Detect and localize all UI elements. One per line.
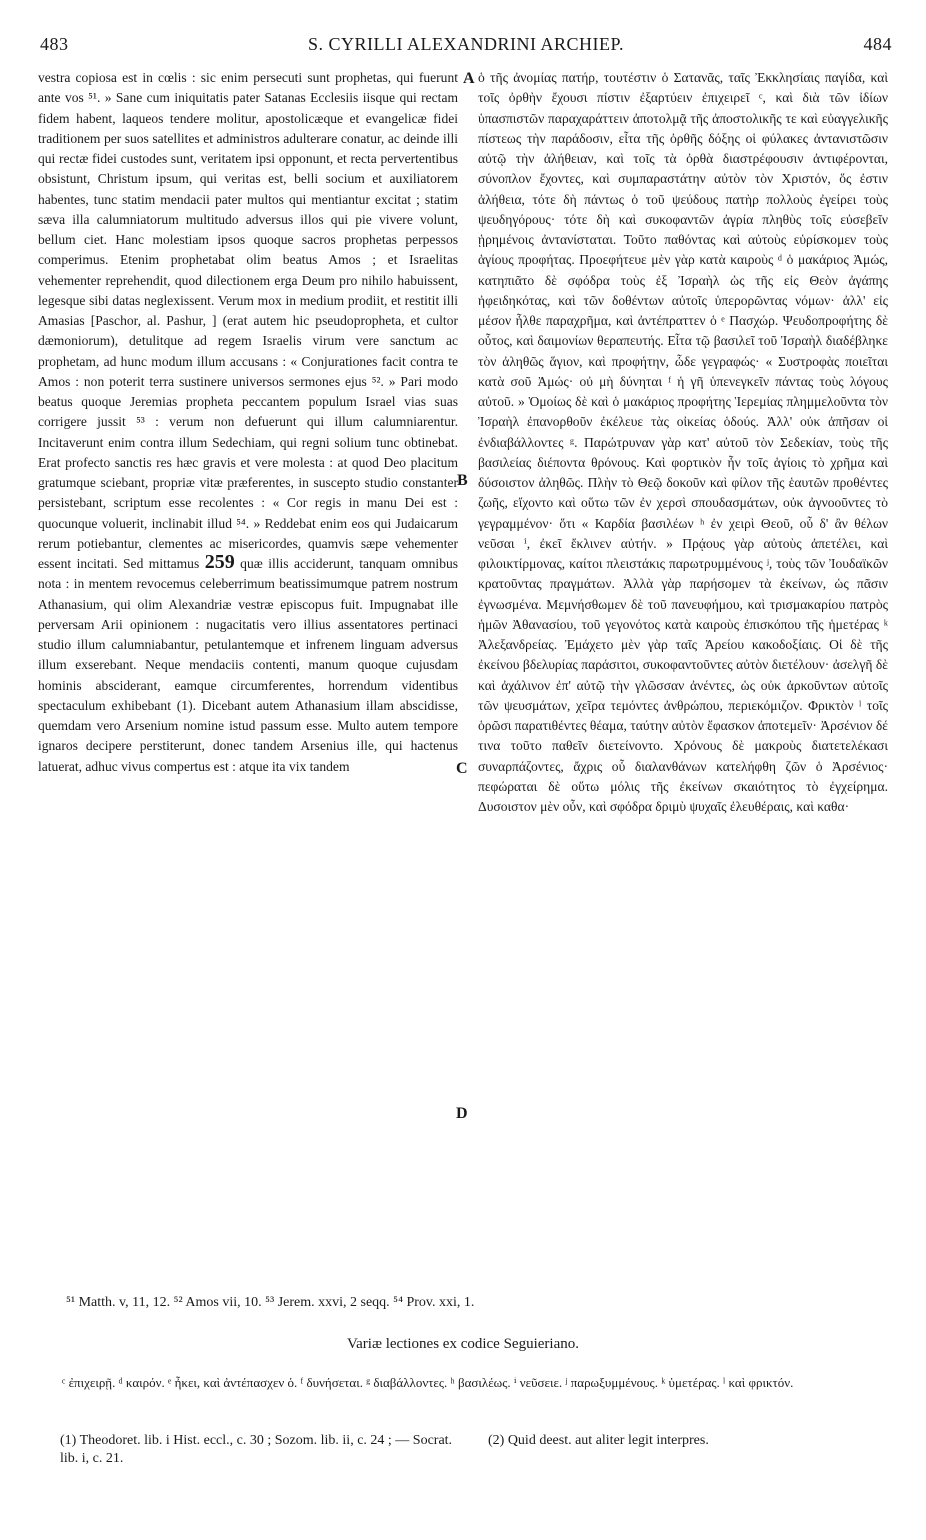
migne-page-marker: 259: [204, 551, 235, 573]
scripture-references: ⁵¹ Matth. v, 11, 12. ⁵² Amos vii, 10. ⁵³ Jerem. xxvi, 2 seqq. ⁵⁴ Prov. xxi, 1.: [66, 1295, 475, 1310]
variant-readings: ᶜ ἐπιχειρῇ. ᵈ καιρόν. ᵉ ἦκει, καὶ ἀντέπασχεν ὁ. ᶠ δυνήσεται. ᵍ διαβάλλοντες. ʰ βασιλέως. ⁱ νεῦσειε. ʲ παρωξυμμένους. ᵏ ὑμετέρας. ˡ καὶ φρικτόν.: [62, 1375, 794, 1390]
greek-column: [478, 68, 888, 817]
latin-text: [38, 68, 458, 777]
footnote-2: (2) Quid deest. aut aliter legit interpres.: [488, 1433, 709, 1448]
variant-readings-heading: Variæ lectiones ex codice Seguieriano.: [346, 1336, 579, 1352]
margin-letter-b: B: [457, 472, 468, 489]
footnote-1: (1) Theodoret. lib. i Hist. eccl., c. 30 ; Sozom. lib. ii, c. 24 ; — Socrat. lib. i, c. 21.: [60, 1433, 453, 1466]
running-title: S. CYRILLI ALEXANDRINI ARCHIEP.: [307, 34, 624, 54]
margin-letter-d: D: [456, 1105, 468, 1122]
latin-text-part-1: vestra copiosa est in cœlis : sic enim persecuti sunt prophetas, qui fuerunt ante vos ⁵¹. » Sane cum iniquitatis pater Satanas Ecclesiis iisque qui rectam fidem habent, laqueos tendere molitur, apostolicæque et evangelicæ fidei traditionem per suos satellites et administros adulterare conatur, ac deinde illi qui rectæ fidei custodes sunt, veritatem ipsi opponunt, et recta pervertentibus obsistunt, Christum ipsum, qui veritas est, belli socium et auxiliatorem habentes, tunc statim mendacii pater multos qui mentiantur excitat ; statim sæva illa calumniatorum multitudo adversus illos qui pie vivere volunt, bellum ciet. Hanc molestiam ipsos quoque sacros prophetas perpessos comperimus. Etenim prophetabat olim beatus Amos ; et Israelitas vehementer reprehendit, quod dilectionem erga Deum pro nihilo habuissent, legesque sibi datas neglexissent. Verum mox in medium prodiit, et restitit illi Amasias [Paschor, al. Pashur, ] (erat autem hic pseudopropheta, et cultor dæmoniorum), detulitque ad regem Israelis virum vere sanctum ac prophetam, ad hunc modum illum accusans : « Conjurationes facit contra te Amos : non poterit terra sustinere universos sermones ejus ⁵². » Pari modo beatus quoque Jeremias propheta peccantem populum Israel vias suas corrigere jussit ⁵³ : verum non defuerunt qui illum calumniarentur. Incitaverunt enim contra illum Sedechiam, qui regni solium tunc obtinebat. Erat profecto sanctis res hæc gravis et vere molesta : at quod Deo placitum gratumque sciebant, propriæ vitæ præferentes, in suscepto studio constanter persistebant, scriptum esse recolentes : « Cor regis in manu Dei est : quocunque voluerit, inclinabit illud ⁵⁴. » Reddebat enim eos qui Judaicarum rerum potiebantur, clementes ac misericordes, quamvis sæpe vehementer essent incitati. Sed mittamus: [38, 70, 458, 571]
margin-letter-a: A: [463, 70, 475, 87]
latin-text-part-2: quæ illis acciderunt, tanquam omnibus nota : in mentem revocemus celeberrimum beatissimumque patrem nostrum Athanasium, qui olim Alexandriæ vestræ episcopus fuit. Impugnabat ille perversam Arii opinionem : nugacitatis vero illius assentatores pertinaci studio illum calumniabantur, petulantemque et infrenem linguam adversus illum exserebant. Neque mendaciis contenti, manum quoque cujusdam hominis absciderant, eamque circumferentes, horrendum videntibus spectaculum exhibebant (1). Dicebant autem Athanasium illam abscidisse, quemdam vero Arsenium nomine istud passum esse. Multo autem tempore ignaros decipere perstiterunt, donec tandem Arsenius ille, qui hactenus latuerat, adhuc vivus compertus est : atque ita vix tandem: [38, 556, 459, 774]
margin-letter-c: C: [456, 760, 468, 777]
greek-text: ὁ τῆς ἀνομίας πατήρ, τουτέστιν ὁ Σατανᾶς, ταῖς Ἐκκλησίαις παγίδα, καὶ τοῖς ὀρθὴν ἔχουσι πίστιν ἐξαρτύειν ἐπιχειρεῖ ᶜ, καὶ διὰ τῶν ἰδίων ὑπασπιστῶν παραχαράττειν ἀποτολμᾷ τῆς ἀποστολικῆς τε καὶ εὐαγγελικῆς πίστεως τὴν παράδοσιν, εἶτα τῆς ὀρθῆς δόξης οἱ φύλακες ἀντανιστῶσιν αὐτῷ τὴν ἀλήθειαν, καὶ τοῖς τὰ ὀρθὰ διαστρέφουσιν ἀντιφέρονται, σύνοπλον ἔχοντες, καὶ συμπαραστάτην αὐτὸν τὸν Χριστόν, ὅς ἐστιν ἀλήθεια, τότε δὴ πάντως ὁ τοῦ ψεύδους πατὴρ πολλοὺς ἐγείρει τοὺς ψευδηγόρους· τότε δὴ καὶ συκοφαντῶν ἀγρία πληθὺς τοῖς εὐσεβεῖν ᾑρημένοις ἀντανίσταται. Τοῦτο παθόντας καὶ αὐτοὺς εὑρίσκομεν τοὺς ἁγίους προφήτας. Προεφήτευε μὲν γὰρ κατὰ καιροὺς ᵈ ὁ μακάριος Ἀμώς, κατηπιᾶτο δὲ σφόδρα τοὺς ἐξ Ἰσραὴλ ὡς τῆς εἰς Θεὸν ἀγάπης ἠφειδηκότας, καὶ τῶν δοθέντων αὐτοῖς ὑπερορῶντας νόμων· ἀλλ' εἰς μέσον ἦλθε παραχρῆμα, καὶ ἀντέπραττεν ὁ ᵉ Πασχώρ. Ψευδοπροφήτης δὲ οὗτος, καὶ δαιμονίων θεραπευτής. Εἶτα τῷ βασιλεῖ τοῦ Ἰσραὴλ διαδέβληκε τὸν ἀληθῶς ἅγιον, καὶ προφήτην, ὧδε γεγραφώς· « Συστροφὰς ποιεῖται κατὰ σοῦ Ἀμώς· οὐ μὴ δύνηται ᶠ ἡ γῆ ὑπενεγκεῖν πάντας τοὺς λόγους αὐτοῦ. » Ὁμοίως δὲ καὶ ὁ μακάριος προφήτης Ἱερεμίας πλημμελοῦντα τὸν Ἰσραὴλ ἐπανορθοῦν ἐκέλευε τὰς οἰκείας ὁδούς. Ἀλλ' οὐκ ἀπῆσαν οἱ ἐνδιαβάλλοντες ᵍ. Παρώτρυναν γὰρ κατ' αὐτοῦ τὸν Σεδεκίαν, τοὺς τῆς βασιλείας διέποντα θρόνους. Καὶ φορτικὸν ἦν τοῖς ἁγίοις τὸ χρῆμα καὶ δύσοιστον ἀληθῶς. Πλὴν τὸ Θεῷ δοκοῦν καὶ φίλον τῆς ἑαυτῶν προθέντες ζωῆς, εἴχοντο καὶ οὕτω τῶν ἐν χερσὶ σπουδασμάτων, οὐκ ἀγνοοῦντες τὸ γεγραμμένον· ὅτι « Καρδία βασιλέων ʰ ἐν χειρὶ Θεοῦ, οὗ δ' ἂν θέλων νεῦσαι ⁱ, ἐκεῖ ἔκλινεν αὐτήν. » Πρᾴους γὰρ αὐτοὺς ἀπετέλει, καὶ φιλοικτίρμονας, καίτοι πλειστάκις παρωτρυμμένους ʲ, τοὺς τῶν Ἰουδαϊκῶν κρατοῦντας πραγμάτων. Ἀλλὰ γὰρ παρήσομεν τὰ ἐκείνων, ὡς πᾶσιν ἐγνωσμένα. Μεμνήσθωμεν δὲ τοῦ πανευφήμου, καὶ τρισμακαρίου πατρὸς ἡμῶν Ἀθανασίου, τοῦ γεγονότος κατὰ καιροὺς ἐπισκόπου τῆς ἡμετέρας ᵏ Ἀλεξανδρείας. Ἐμάχετο μὲν γὰρ ταῖς Ἀρείου κακοδοξίαις. Οἱ δὲ τῆς ἐκείνου βδελυρίας παράσιτοι, συκοφαντοῦντες αὐτὸν διετέλουν· ἀσελγῆ δὲ καὶ ἀχάλινον ἐπ' αὐτῷ τὴν γλῶσσαν ἀνέντες, ὡς οὐκ ἀρκοῦντων αὐτοῖς τῶν ψευσμάτων, χεῖρα τεμόντες ἀνθρώπου, περιεκόμιζον. Φρικτὸν ˡ τοῖς ὁρῶσι παρατιθέντες θέαμα, ταύτην αὐτὸν ἔφασκον ἀποτεμεῖν· Ἀρσένιον δέ τινα τοῦτο παθεῖν διετείνοντο. Χρόνους δὲ μακροὺς διατετελέκασι συναρπάζοντες, ἄχρις οὗ διαλανθάνων κατελήφθη ζῶν ὁ Ἀρσένιος· πεφώραται δὲ οὕτω μόλις τῆς ἐκείνων σκαιότητος τὸ ἐγχείρημα. Δυσοιστον μὲν οὖν, καὶ σφόδρα δριμὺ ψυχαῖς ἐλευθέραις, καὶ καθα·: [478, 70, 888, 814]
page-number-right: 484: [863, 34, 892, 54]
page-number-left: 483: [40, 34, 69, 54]
running-header: [40, 34, 892, 58]
latin-column: [38, 68, 458, 777]
